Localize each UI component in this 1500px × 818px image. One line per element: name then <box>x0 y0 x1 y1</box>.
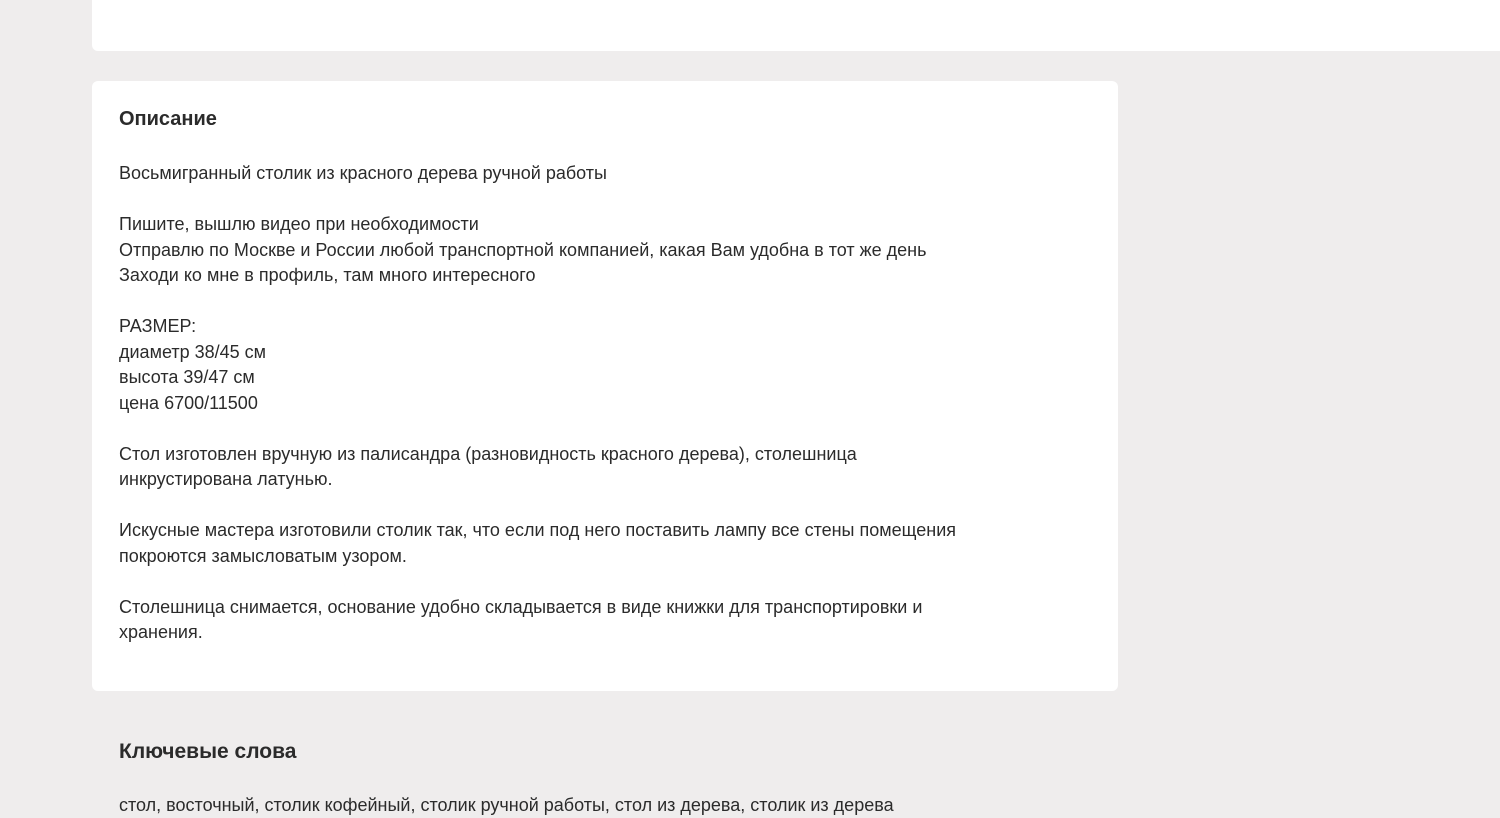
description-line: диаметр 38/45 см <box>119 341 267 362</box>
description-paragraph <box>119 595 1091 646</box>
keywords-title: Ключевые слова <box>119 740 297 763</box>
description-line: покроются замысловатым узором. <box>119 545 407 566</box>
description-line: Отправлю по Москве и России любой транспортной компанией, какая Вам удобна в тот же день <box>119 239 927 260</box>
description-line: инкрустирована латунью. <box>119 469 333 489</box>
description-paragraph <box>119 161 1091 187</box>
description-line: Искусные мастера изготовили столик так, что если под него поставить лампу все стены помещения <box>119 520 956 540</box>
top-card <box>92 0 1500 51</box>
description-line: Стол изготовлен вручную из палисандра (разновидность красного дерева), столешница <box>119 443 857 464</box>
description-body <box>119 161 1091 646</box>
description-line: Столешница снимается, основание удобно складывается в виде книжки для транспортировки и <box>119 596 923 617</box>
description-card <box>92 81 1118 691</box>
description-title: Описание <box>119 108 217 130</box>
description-paragraph <box>119 314 1091 416</box>
keywords-text: стол, восточный, столик кофейный, столик ручной работы, стол из дерева, столик из дерева <box>119 795 894 815</box>
description-line: Пишите, вышлю видео при необходимости <box>119 214 479 234</box>
description-line: Заходи ко мне в профиль, там много интересного <box>119 265 536 285</box>
description-paragraph <box>119 442 1091 493</box>
keywords-section <box>119 738 1119 818</box>
description-line: цена 6700/11500 <box>119 392 258 413</box>
description-line: высота 39/47 см <box>119 367 255 387</box>
description-line: РАЗМЕР: <box>119 316 197 336</box>
description-paragraph <box>119 212 1091 289</box>
description-paragraph <box>119 518 1091 569</box>
description-line: хранения. <box>119 622 203 642</box>
description-line: Восьмигранный столик из красного дерева ручной работы <box>119 163 607 183</box>
